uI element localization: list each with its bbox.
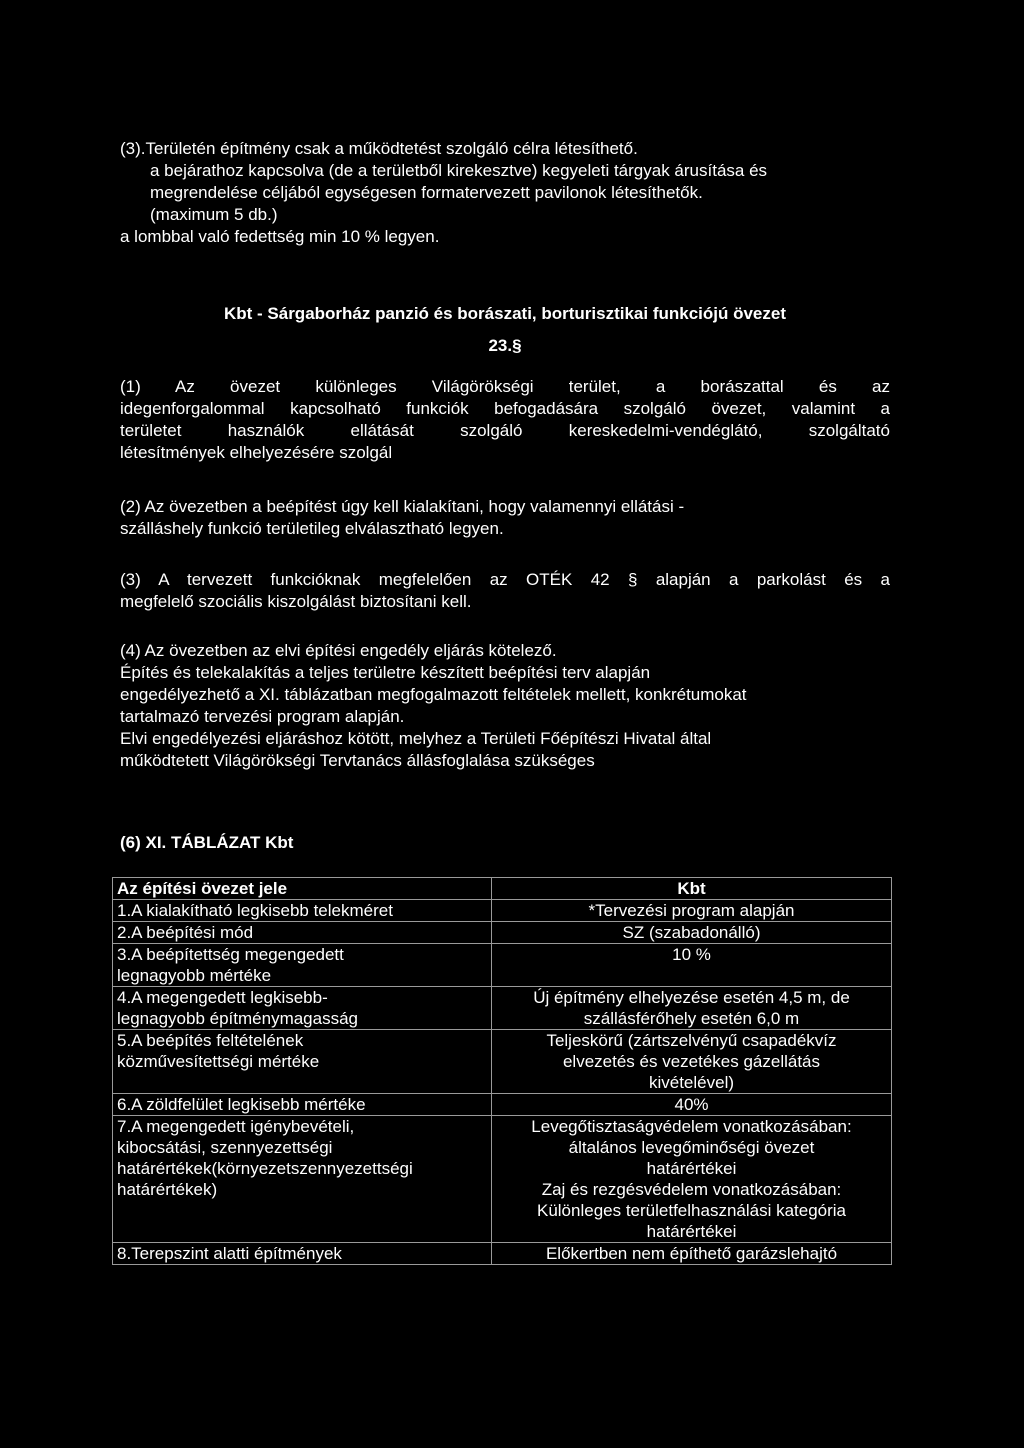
- row-value: [492, 987, 892, 1030]
- table-row: [113, 987, 892, 1030]
- row-label: [113, 987, 492, 1030]
- label-line: határértékek): [117, 1180, 218, 1199]
- row-label: [113, 900, 492, 922]
- paragraph-line: (4) Az övezetben az elvi építési engedély eljárás kötelező.: [120, 641, 557, 660]
- value-line: 40%: [674, 1095, 709, 1114]
- label-line: legnagyobb építménymagasság: [117, 1009, 358, 1028]
- row-label: [113, 1116, 492, 1243]
- paragraph-1: [120, 376, 890, 464]
- table-row: [113, 1030, 892, 1094]
- row-label: [113, 922, 492, 944]
- value-line: határértékei: [646, 1222, 737, 1241]
- label-line: legnagyobb mértéke: [117, 966, 272, 985]
- row-value: [492, 1030, 892, 1094]
- row-value: [492, 1116, 892, 1243]
- paragraph-line: idegenforgalommal kapcsolható funkciók befogadására szolgáló övezet, valamint a: [120, 399, 890, 418]
- label-line: 2.A beépítési mód: [117, 923, 254, 942]
- row-value: [492, 1094, 892, 1116]
- paragraph-line: megfelelő szociális kiszolgálást biztosítani kell.: [120, 592, 472, 611]
- row-label: [113, 1094, 492, 1116]
- label-line: 8.Terepszint alatti építmények: [117, 1244, 342, 1263]
- row-value: [492, 922, 892, 944]
- intro-line: (3).Területén építmény csak a működtetést szolgáló célra létesíthető.: [120, 139, 638, 158]
- table-row: [113, 1243, 892, 1265]
- row-value: [492, 1243, 892, 1265]
- row-label: [113, 1030, 492, 1094]
- paragraph-3: [120, 569, 890, 613]
- label-line: 4.A megengedett legkisebb-: [117, 988, 328, 1007]
- value-line: Teljeskörű (zártszelvényű csapadékvíz: [546, 1031, 837, 1050]
- label-line: 5.A beépítés feltételének: [117, 1031, 304, 1050]
- row-label: [113, 944, 492, 987]
- value-line: Új építmény elhelyezése esetén 4,5 m, de: [533, 988, 850, 1007]
- table-row: [113, 922, 892, 944]
- paragraph-line: működtetett Világörökségi Tervtanács állásfoglalása szükséges: [120, 751, 595, 770]
- label-line: határértékek(környezetszennyezettségi: [117, 1159, 413, 1178]
- paragraph-line: (2) Az övezetben a beépítést úgy kell kialakítani, hogy valamennyi ellátási -: [120, 497, 685, 516]
- row-label: [113, 1243, 492, 1265]
- row-value: [492, 900, 892, 922]
- label-line: közművesítettségi mértéke: [117, 1052, 320, 1071]
- value-line: SZ (szabadonálló): [622, 923, 761, 942]
- value-line: határértékei: [646, 1159, 737, 1178]
- table-row: [113, 1094, 892, 1116]
- table-row: [113, 1116, 892, 1243]
- section-number: 23.§: [488, 336, 522, 355]
- label-line: 7.A megengedett igénybevételi,: [117, 1117, 355, 1136]
- label-line: 3.A beépítettség megengedett: [117, 945, 344, 964]
- row-value: [492, 944, 892, 987]
- paragraph-line: szálláshely funkció területileg elválasztható legyen.: [120, 519, 504, 538]
- value-line: általános levegőminőségi övezet: [568, 1138, 815, 1157]
- paragraph-2: [120, 496, 890, 540]
- value-line: 10 %: [672, 945, 711, 964]
- value-line: Zaj és rezgésvédelem vonatkozásában:: [541, 1180, 842, 1199]
- table-header-value: Kbt: [492, 878, 892, 900]
- table-header-row: [113, 878, 892, 900]
- intro-line: a lombbal való fedettség min 10 % legyen.: [120, 227, 440, 246]
- paragraph-line: Elvi engedélyezési eljáráshoz kötött, melyhez a Területi Főépítészi Hivatal által: [120, 729, 712, 748]
- paragraph-line: (3) A tervezett funkcióknak megfelelően az OTÉK 42 § alapján a parkolást és a: [120, 570, 890, 589]
- intro-section: [120, 138, 890, 248]
- label-line: kibocsátási, szennyezettségi: [117, 1138, 333, 1157]
- paragraph-4: [120, 640, 890, 772]
- table-row: [113, 944, 892, 987]
- value-line: Előkertben nem építhető garázslehajtó: [545, 1244, 838, 1263]
- table-header-label: Az építési övezet jele: [113, 878, 492, 900]
- value-line: szállásférőhely esetén 6,0 m: [583, 1009, 800, 1028]
- intro-line: (maximum 5 db.): [150, 205, 278, 224]
- value-line: *Tervezési program alapján: [588, 901, 795, 920]
- paragraph-line: létesítmények elhelyezésére szolgál: [120, 443, 393, 462]
- value-line: Levegőtisztaságvédelem vonatkozásában:: [531, 1117, 852, 1136]
- paragraph-line: engedélyezhető a XI. táblázatban megfogalmazott feltételek mellett, konkrétumokat: [120, 685, 747, 704]
- zone-heading: Kbt - Sárgaborház panzió és borászati, borturisztikai funkciójú övezet: [223, 304, 787, 323]
- regulation-table: [112, 877, 892, 1265]
- value-line: elvezetés és vezetékes gázellátás: [562, 1052, 821, 1071]
- label-line: 6.A zöldfelület legkisebb mértéke: [117, 1095, 366, 1114]
- table-title: (6) XI. TÁBLÁZAT Kbt: [120, 833, 294, 852]
- value-line: Különleges területfelhasználási kategória: [536, 1201, 847, 1220]
- paragraph-line: (1) Az övezet különleges Világörökségi terület, a borászattal és az: [120, 377, 890, 396]
- intro-line: a bejárathoz kapcsolva (de a területből kirekesztve) kegyeleti tárgyak árusítása és: [150, 161, 768, 180]
- paragraph-line: tartalmazó tervezési program alapján.: [120, 707, 405, 726]
- intro-line: megrendelése céljából egységesen formatervezett pavilonok létesíthetők.: [150, 183, 703, 202]
- paragraph-line: Építés és telekalakítás a teljes területre készített beépítési terv alapján: [120, 663, 651, 682]
- label-line: 1.A kialakítható legkisebb telekméret: [117, 901, 393, 920]
- paragraph-line: területet használók ellátását szolgáló kereskedelmi-vendéglátó, szolgáltató: [120, 421, 890, 440]
- value-line: kivételével): [648, 1073, 735, 1092]
- table-row: [113, 900, 892, 922]
